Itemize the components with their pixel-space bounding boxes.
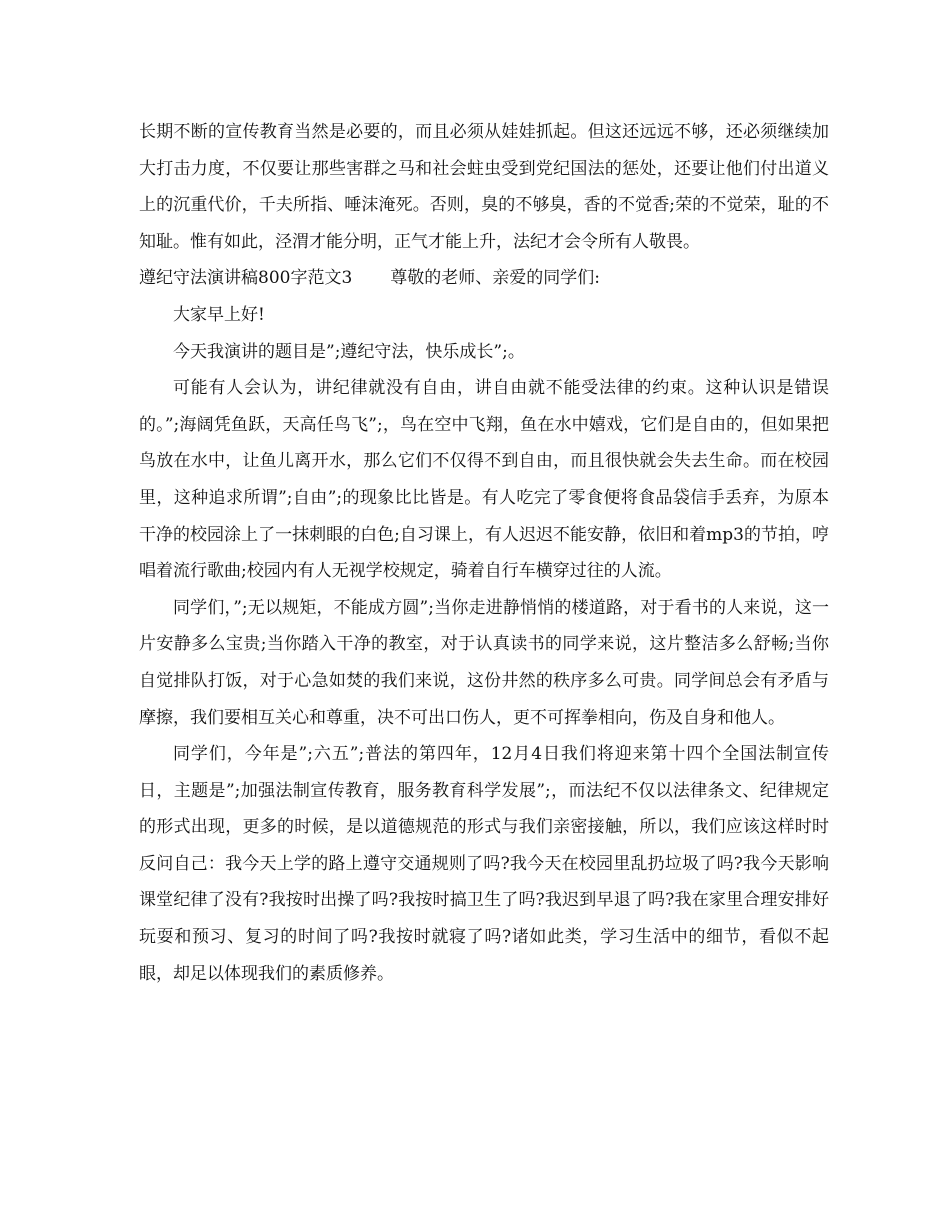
paragraph-greeting: 大家早上好!	[173, 304, 265, 325]
document-body	[139, 114, 829, 992]
paragraph-freedom-and-law: 可能有人会认为，讲纪律就没有自由，讲自由就不能受法律的约束。这种认识是错误的。”;海阔凭鱼跃，天高任鸟飞”;，鸟在空中飞翔，鱼在水中嬉戏，它们是自由的，但如果把鸟放在水中，让鱼儿离开水，那么它们不仅得不到自由，而且很快就会失去生命。而在校园里，这种追求所谓”;自由”;的现象比比皆是。有人吃完了零食便将食品袋信手丢弃，为原本干净的校园涂上了一抹刺眼的白色;自习课上，有人迟迟不能安静，依旧和着mp3的节拍，哼唱着流行歌曲;校园内有人无视学校规定，骑着自行车横穿过往的人流。	[139, 378, 829, 582]
paragraph-speech-topic: 今天我演讲的题目是”;遵纪守法，快乐成长”;。	[173, 341, 525, 362]
speech-title: 遵纪守法演讲稿800字范文3	[139, 268, 353, 289]
paragraph-discipline-enforcement: 长期不断的宣传教育当然是必要的，而且必须从娃娃抓起。但这还远远不够，还必须继续加大打击力度，不仅要让那些害群之马和社会蛀虫受到党纪国法的惩处，还要让他们付出道义上的沉重代价，千夫所指、唾沫淹死。否则，臭的不够臭，香的不觉香;荣的不觉荣，耻的不知耻。惟有如此，泾渭才能分明，正气才能上升，法纪才会令所有人敬畏。	[139, 122, 829, 252]
speech-heading-line	[139, 260, 829, 297]
paragraph-legal-education-day: 同学们，今年是”;六五”;普法的第四年，12月4日我们将迎来第十四个全国法制宣传日，主题是”;加强法制宣传教育，服务教育科学发展”;，而法纪不仅以法律条文、纪律规定的形式出现，更多的时候，是以道德规范的形式与我们亲密接触，所以，我们应该这样时时反问自己：我今天上学的路上遵守交通规则了吗?我今天在校园里乱扔垃圾了吗?我今天影响课堂纪律了没有?我按时出操了吗?我按时搞卫生了吗?我迟到早退了吗?我在家里合理安排好玩耍和预习、复习的时间了吗?我按时就寝了吗?诸如此类，学习生活中的细节，看似不起眼，却足以体现我们的素质修养。	[139, 744, 829, 984]
paragraph-rules-and-order: 同学们，”;无以规矩，不能成方圆”;当你走进静悄悄的楼道路，对于看书的人来说，这一片安静多么宝贵;当你踏入干净的教室，对于认真读书的同学来说，这片整洁多么舒畅;当你自觉排队打饭，对于心急如焚的我们来说，这份井然的秩序多么可贵。同学间总会有矛盾与摩擦，我们要相互关心和尊重，决不可出口伤人，更不可挥拳相向，伤及自身和他人。	[139, 597, 829, 728]
speech-salutation: 尊敬的老师、亲爱的同学们:	[390, 268, 600, 289]
